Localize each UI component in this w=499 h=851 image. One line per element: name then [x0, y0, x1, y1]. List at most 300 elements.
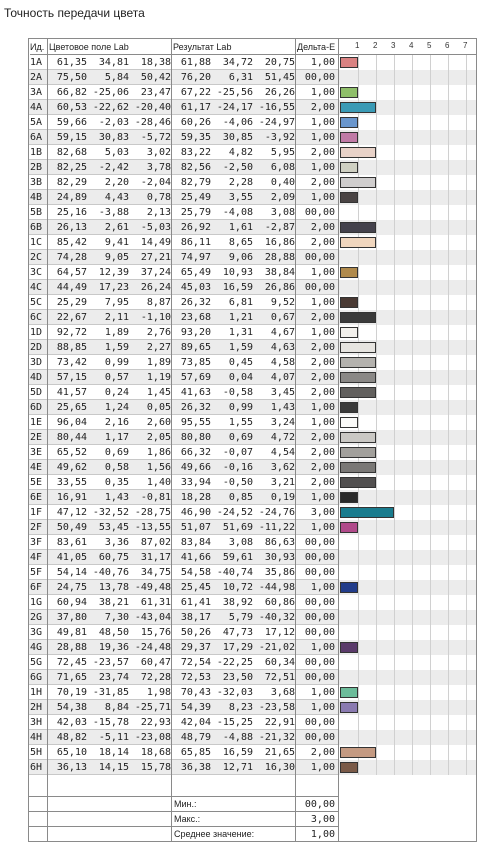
delta-e-bar	[340, 477, 376, 488]
result-lab-value: 2,28	[228, 177, 253, 188]
patch-lab-value: 61,31	[140, 597, 171, 608]
patch-lab-value: 42,03	[56, 717, 87, 728]
patch-id: 3G	[30, 627, 43, 638]
delta-e-value: 00,00	[304, 207, 335, 218]
patch-id: 5A	[30, 117, 43, 128]
result-lab-value: -16,55	[258, 102, 295, 113]
patch-id: 5D	[30, 387, 43, 398]
patch-lab-value: 1,45	[146, 387, 171, 398]
result-lab-value: 9,06	[228, 252, 253, 263]
table-row	[29, 625, 476, 640]
delta-e-bar	[340, 162, 358, 173]
result-lab-value: 59,61	[222, 552, 253, 563]
result-lab-value: -24,76	[258, 507, 295, 518]
result-lab-value: 0,40	[270, 177, 295, 188]
patch-lab-value: 28,88	[56, 642, 87, 653]
max-label: Макс.:	[174, 814, 201, 824]
delta-e-bar	[340, 522, 358, 533]
result-lab-value: 83,84	[180, 537, 211, 548]
result-lab-value: 47,73	[222, 627, 253, 638]
patch-lab-value: 85,42	[56, 237, 87, 248]
delta-e-bar	[340, 297, 358, 308]
delta-e-value: 3,00	[310, 507, 335, 518]
result-lab-value: -4,06	[222, 117, 253, 128]
result-lab-value: 2,09	[270, 192, 295, 203]
result-lab-value: 4,72	[270, 432, 295, 443]
patch-id: 6F	[30, 582, 43, 593]
patch-id: 4E	[30, 462, 43, 473]
delta-e-bar	[340, 387, 376, 398]
table-row	[29, 340, 476, 355]
patch-lab-value: 1,17	[104, 432, 129, 443]
result-lab-value: 17,29	[222, 642, 253, 653]
delta-e-bar	[340, 492, 358, 503]
result-lab-value: 12,71	[222, 762, 253, 773]
patch-lab-value: 18,38	[140, 57, 171, 68]
delta-e-bar	[340, 147, 376, 158]
table-row	[29, 610, 476, 625]
delta-e-value: 00,00	[304, 717, 335, 728]
delta-e-value: 2,00	[310, 447, 335, 458]
patch-lab-value: 13,78	[98, 582, 129, 593]
patch-lab-value: 15,76	[140, 627, 171, 638]
patch-lab-value: 27,21	[140, 252, 171, 263]
result-lab-value: -3,92	[264, 132, 295, 143]
result-lab-value: 61,88	[180, 57, 211, 68]
patch-lab-value: 92,72	[56, 327, 87, 338]
delta-e-value: 00,00	[304, 567, 335, 578]
patch-lab-value: 2,20	[104, 177, 129, 188]
patch-lab-value: -49,48	[134, 582, 171, 593]
patch-lab-value: -22,62	[92, 102, 129, 113]
delta-e-value: 00,00	[304, 732, 335, 743]
result-lab-value: 65,49	[180, 267, 211, 278]
patch-lab-value: 82,68	[56, 147, 87, 158]
patch-lab-value: 1,86	[146, 447, 171, 458]
patch-lab-value: 1,40	[146, 477, 171, 488]
patch-id: 5H	[30, 747, 43, 758]
result-lab-value: 6,31	[228, 72, 253, 83]
patch-lab-value: 1,59	[104, 342, 129, 353]
result-lab-value: 51,45	[264, 72, 295, 83]
delta-e-value: 2,00	[310, 357, 335, 368]
patch-lab-value: 41,05	[56, 552, 87, 563]
patch-lab-value: 41,57	[56, 387, 87, 398]
table-row	[29, 115, 476, 130]
patch-lab-value: 25,16	[56, 207, 87, 218]
chart-tick-label: 5	[427, 41, 432, 50]
result-lab-value: -22,25	[216, 657, 253, 668]
table-row	[29, 685, 476, 700]
patch-lab-value: 24,75	[56, 582, 87, 593]
patch-lab-value: 49,81	[56, 627, 87, 638]
patch-lab-value: -5,72	[140, 132, 171, 143]
patch-lab-value: 34,75	[140, 567, 171, 578]
delta-e-bar	[340, 177, 376, 188]
result-lab-value: 18,28	[180, 492, 211, 503]
delta-e-value: 00,00	[304, 537, 335, 548]
result-lab-value: 22,91	[264, 717, 295, 728]
patch-lab-value: 7,30	[104, 612, 129, 623]
patch-lab-value: 22,67	[56, 312, 87, 323]
patch-lab-value: 0,78	[146, 192, 171, 203]
result-lab-value: 4,54	[270, 447, 295, 458]
table-row	[29, 55, 476, 70]
patch-lab-value: -13,55	[134, 522, 171, 533]
patch-lab-value: -31,85	[92, 687, 129, 698]
table-row	[29, 730, 476, 745]
delta-e-value: 1,00	[310, 267, 335, 278]
table-row	[29, 355, 476, 370]
delta-e-value: 00,00	[304, 252, 335, 263]
result-lab-value: 50,26	[180, 627, 211, 638]
delta-e-value: 1,00	[310, 192, 335, 203]
column-divider	[295, 39, 296, 841]
patch-lab-value: -23,57	[92, 657, 129, 668]
result-lab-value: 4,58	[270, 357, 295, 368]
result-lab-value: 1,43	[270, 402, 295, 413]
table-row	[29, 595, 476, 610]
bar-chart-header	[339, 39, 476, 55]
result-lab-value: 3,45	[270, 387, 295, 398]
result-lab-value: 86,63	[264, 537, 295, 548]
result-lab-value: 10,93	[222, 267, 253, 278]
patch-lab-value: 25,65	[56, 402, 87, 413]
patch-lab-value: 75,50	[56, 72, 87, 83]
result-lab-value: 61,17	[180, 102, 211, 113]
result-lab-value: 4,67	[270, 327, 295, 338]
patch-lab-value: 2,27	[146, 342, 171, 353]
delta-e-bar	[340, 507, 394, 518]
result-lab-value: 34,72	[222, 57, 253, 68]
patch-lab-value: 0,99	[104, 357, 129, 368]
table-row	[29, 205, 476, 220]
result-lab-value: 1,21	[228, 312, 253, 323]
patch-lab-value: 60,53	[56, 102, 87, 113]
delta-e-value: 2,00	[310, 432, 335, 443]
delta-e-value: 2,00	[310, 477, 335, 488]
patch-lab-value: 12,39	[98, 267, 129, 278]
result-lab-value: 60,26	[180, 117, 211, 128]
result-lab-value: -0,58	[222, 387, 253, 398]
result-lab-value: 30,93	[264, 552, 295, 563]
result-lab-value: 20,75	[264, 57, 295, 68]
result-lab-value: 38,92	[222, 597, 253, 608]
chart-gridline	[430, 55, 431, 775]
result-lab-value: -4,08	[222, 207, 253, 218]
delta-e-value: 1,00	[310, 132, 335, 143]
result-lab-value: 26,86	[264, 282, 295, 293]
delta-e-value: 00,00	[304, 657, 335, 668]
result-lab-value: 6,08	[270, 162, 295, 173]
delta-e-value: 1,00	[310, 402, 335, 413]
table-row	[29, 370, 476, 385]
result-lab-value: 60,34	[264, 657, 295, 668]
table-row	[29, 160, 476, 175]
table-row	[29, 295, 476, 310]
delta-e-bar	[340, 267, 358, 278]
patch-lab-value: 37,80	[56, 612, 87, 623]
result-lab-value: 76,20	[180, 72, 211, 83]
chart-gridline	[358, 55, 359, 775]
delta-e-bar	[340, 342, 376, 353]
patch-lab-value: 48,50	[98, 627, 129, 638]
result-lab-value: 3,08	[228, 537, 253, 548]
table-row	[29, 400, 476, 415]
patch-lab-value: 0,58	[104, 462, 129, 473]
result-lab-value: 1,31	[228, 327, 253, 338]
patch-id: 1G	[30, 597, 43, 608]
result-lab-value: -24,97	[258, 117, 295, 128]
patch-lab-value: 19,36	[98, 642, 129, 653]
patch-lab-value: 96,04	[56, 417, 87, 428]
patch-id: 2E	[30, 432, 43, 443]
patch-lab-value: 54,38	[56, 702, 87, 713]
result-lab-value: 42,04	[180, 717, 211, 728]
table-row	[29, 280, 476, 295]
patch-lab-value: 9,05	[104, 252, 129, 263]
result-lab-value: 93,20	[180, 327, 211, 338]
patch-lab-value: 1,89	[146, 357, 171, 368]
patch-lab-value: 54,14	[56, 567, 87, 578]
chart-gridline	[448, 55, 449, 775]
delta-e-value: 00,00	[304, 672, 335, 683]
patch-lab-value: 2,13	[146, 207, 171, 218]
result-lab-value: 0,45	[228, 357, 253, 368]
patch-lab-value: 70,19	[56, 687, 87, 698]
result-lab-value: 23,68	[180, 312, 211, 323]
patch-id: 4A	[30, 102, 43, 113]
result-lab-value: 67,22	[180, 87, 211, 98]
table-row	[29, 460, 476, 475]
patch-lab-value: 14,15	[98, 762, 129, 773]
result-lab-value: 51,69	[222, 522, 253, 533]
result-lab-value: 82,79	[180, 177, 211, 188]
patch-lab-value: 37,24	[140, 267, 171, 278]
result-lab-value: 0,04	[228, 372, 253, 383]
patch-lab-value: 34,81	[98, 57, 129, 68]
result-lab-value: -24,17	[216, 102, 253, 113]
patch-id: 3E	[30, 447, 43, 458]
delta-e-value: 1,00	[310, 162, 335, 173]
delta-e-value: 00,00	[304, 597, 335, 608]
delta-e-value: 1,00	[310, 687, 335, 698]
patch-lab-value: 5,84	[104, 72, 129, 83]
patch-id: 6H	[30, 762, 43, 773]
result-lab-value: 0,85	[228, 492, 253, 503]
patch-lab-value: 73,42	[56, 357, 87, 368]
table-row	[29, 250, 476, 265]
result-lab-value: -23,58	[258, 702, 295, 713]
patch-lab-value: -2,04	[140, 177, 171, 188]
patch-lab-value: 71,65	[56, 672, 87, 683]
patch-lab-value: 1,24	[104, 402, 129, 413]
table-row	[29, 325, 476, 340]
delta-e-value: 2,00	[310, 312, 335, 323]
delta-e-value: 2,00	[310, 462, 335, 473]
patch-lab-value: 2,11	[104, 312, 129, 323]
delta-e-value: 2,00	[310, 147, 335, 158]
patch-lab-value: 0,05	[146, 402, 171, 413]
result-lab-value: -0,16	[222, 462, 253, 473]
patch-lab-value: 15,78	[140, 762, 171, 773]
patch-id: 2H	[30, 702, 43, 713]
result-lab-value: -0,07	[222, 447, 253, 458]
patch-id: 2A	[30, 72, 43, 83]
patch-lab-value: 74,28	[56, 252, 87, 263]
table-row	[29, 190, 476, 205]
patch-lab-value: -32,52	[92, 507, 129, 518]
result-lab-value: 25,79	[180, 207, 211, 218]
patch-lab-value: 38,21	[98, 597, 129, 608]
patch-lab-value: 87,02	[140, 537, 171, 548]
table-row	[29, 70, 476, 85]
result-lab-value: -40,32	[258, 612, 295, 623]
patch-id: 5F	[30, 567, 43, 578]
patch-lab-value: 82,29	[56, 177, 87, 188]
patch-id: 2C	[30, 252, 43, 263]
patch-id: 2G	[30, 612, 43, 623]
patch-id: 2D	[30, 342, 43, 353]
delta-e-bar	[340, 312, 376, 323]
patch-lab-value: -28,46	[134, 117, 171, 128]
table-row	[29, 670, 476, 685]
patch-lab-value: 25,29	[56, 297, 87, 308]
patch-lab-value: -15,78	[92, 717, 129, 728]
header-id: Ид.	[30, 39, 47, 55]
patch-lab-value: 44,49	[56, 282, 87, 293]
result-lab-value: 5,79	[228, 612, 253, 623]
patch-id: 3B	[30, 177, 43, 188]
patch-lab-value: 60,47	[140, 657, 171, 668]
result-lab-value: 21,65	[264, 747, 295, 758]
patch-lab-value: 1,56	[146, 462, 171, 473]
column-divider	[171, 39, 172, 841]
chart-tick-label: 3	[391, 41, 396, 50]
chart-gridline	[466, 55, 467, 775]
result-lab-value: 38,17	[180, 612, 211, 623]
patch-lab-value: 31,17	[140, 552, 171, 563]
delta-e-value: 00,00	[304, 552, 335, 563]
delta-e-value: 00,00	[304, 627, 335, 638]
patch-id: 3H	[30, 717, 43, 728]
chart-gridline	[376, 55, 377, 775]
result-lab-value: 0,69	[228, 432, 253, 443]
patch-lab-value: 60,75	[98, 552, 129, 563]
patch-lab-value: -5,03	[140, 222, 171, 233]
result-lab-value: 45,03	[180, 282, 211, 293]
patch-lab-value: 26,13	[56, 222, 87, 233]
table-row	[29, 655, 476, 670]
patch-lab-value: 16,91	[56, 492, 87, 503]
header-delta-e: Дельта-E	[296, 39, 338, 55]
result-lab-value: 23,50	[222, 672, 253, 683]
result-lab-value: 3,55	[228, 192, 253, 203]
patch-lab-value: 66,82	[56, 87, 87, 98]
patch-lab-value: 2,16	[104, 417, 129, 428]
result-lab-value: -40,74	[216, 567, 253, 578]
delta-e-bar	[340, 87, 358, 98]
delta-e-value: 1,00	[310, 327, 335, 338]
delta-e-value: 1,00	[310, 117, 335, 128]
delta-e-bar	[340, 192, 358, 203]
patch-lab-value: 23,47	[140, 87, 171, 98]
patch-lab-value: 61,35	[56, 57, 87, 68]
delta-e-value: 1,00	[310, 297, 335, 308]
result-lab-value: 33,94	[180, 477, 211, 488]
patch-id: 1C	[30, 237, 43, 248]
patch-lab-value: -40,76	[92, 567, 129, 578]
result-lab-value: 83,22	[180, 147, 211, 158]
patch-lab-value: -3,88	[98, 207, 129, 218]
column-divider	[47, 39, 48, 841]
patch-id: 5G	[30, 657, 43, 668]
result-lab-value: 0,67	[270, 312, 295, 323]
result-lab-value: 0,19	[270, 492, 295, 503]
result-lab-value: 82,56	[180, 162, 211, 173]
result-lab-value: 72,54	[180, 657, 211, 668]
delta-e-value: 2,00	[310, 237, 335, 248]
delta-e-value: 1,00	[310, 702, 335, 713]
result-lab-value: 30,85	[222, 132, 253, 143]
patch-lab-value: 0,35	[104, 477, 129, 488]
max-value: 3,00	[310, 814, 335, 825]
patch-id: 2B	[30, 162, 43, 173]
table-row	[29, 235, 476, 250]
delta-e-bar	[340, 402, 358, 413]
result-lab-value: 73,85	[180, 357, 211, 368]
patch-lab-value: -2,42	[98, 162, 129, 173]
result-lab-value: 16,30	[264, 762, 295, 773]
chart-tick-label: 1	[355, 41, 360, 50]
result-lab-value: 65,85	[180, 747, 211, 758]
result-lab-value: 4,82	[228, 147, 253, 158]
table-row	[29, 565, 476, 580]
patch-id: 4G	[30, 642, 43, 653]
result-lab-value: 54,39	[180, 702, 211, 713]
result-lab-value: 86,11	[180, 237, 211, 248]
patch-lab-value: 18,14	[98, 747, 129, 758]
table-row	[29, 85, 476, 100]
delta-e-value: 1,00	[310, 57, 335, 68]
patch-id: 3D	[30, 357, 43, 368]
patch-lab-value: 4,43	[104, 192, 129, 203]
result-lab-value: 26,92	[180, 222, 211, 233]
result-lab-value: 35,86	[264, 567, 295, 578]
table-row	[29, 310, 476, 325]
table-row	[29, 265, 476, 280]
patch-id: 4H	[30, 732, 43, 743]
patch-id: 4D	[30, 372, 43, 383]
result-lab-value: 5,95	[270, 147, 295, 158]
patch-id: 6B	[30, 222, 43, 233]
delta-e-value: 1,00	[310, 642, 335, 653]
patch-lab-value: 0,69	[104, 447, 129, 458]
patch-lab-value: -25,06	[92, 87, 129, 98]
result-lab-value: 51,07	[180, 522, 211, 533]
table-row	[29, 640, 476, 655]
patch-lab-value: 59,15	[56, 132, 87, 143]
chart-tick-label: 2	[373, 41, 378, 50]
patch-lab-value: -1,10	[140, 312, 171, 323]
patch-lab-value: -20,40	[134, 102, 171, 113]
table-row	[29, 550, 476, 565]
result-lab-value: 17,12	[264, 627, 295, 638]
delta-e-bar	[340, 327, 358, 338]
delta-e-value: 2,00	[310, 102, 335, 113]
table-row	[29, 145, 476, 160]
patch-id: 4C	[30, 282, 43, 293]
